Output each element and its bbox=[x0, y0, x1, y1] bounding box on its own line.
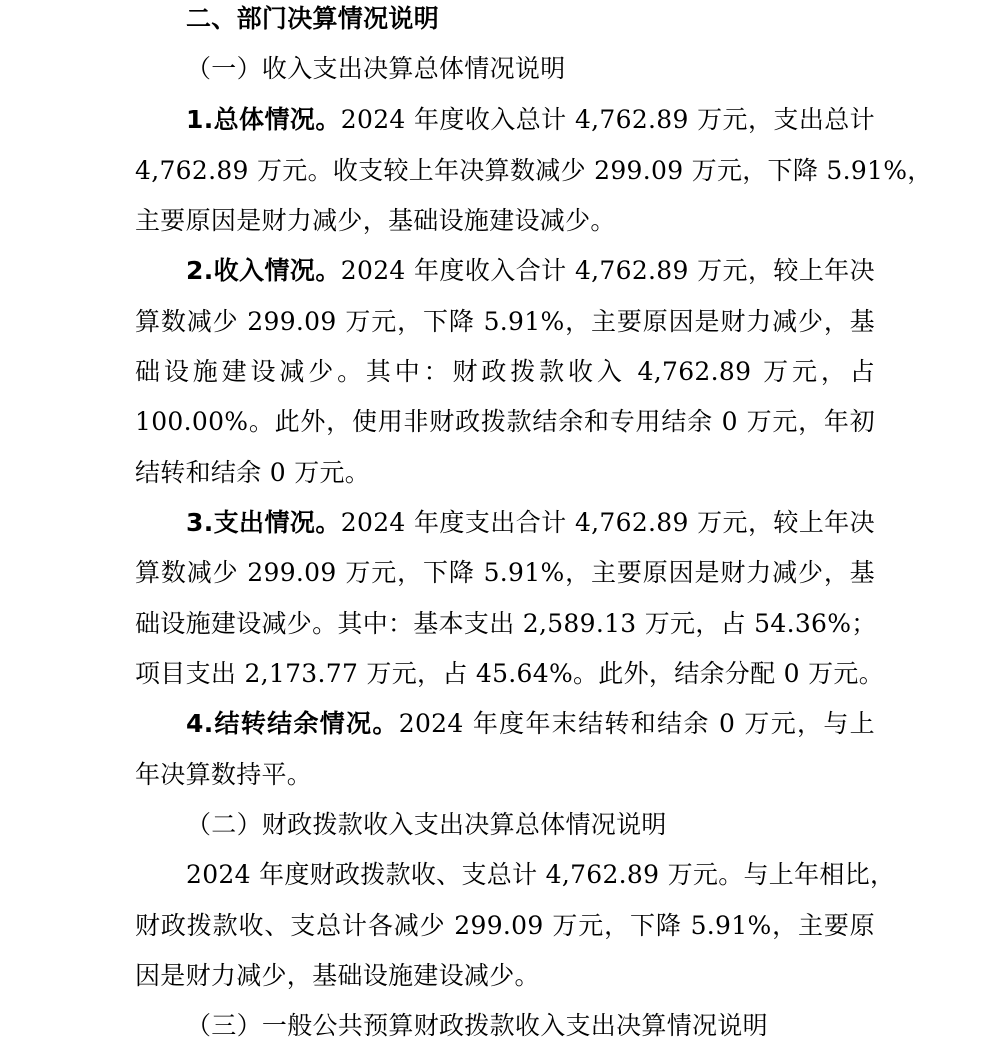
para2-line2: 算数减少 299.09 万元，下降 5.91%，主要原因是财力减少，基 bbox=[135, 307, 875, 336]
para2-line5: 结转和结余 0 万元。 bbox=[135, 458, 371, 487]
para2-line4: 100.00%。此外，使用非财政拨款结余和专用结余 0 万元，年初 bbox=[135, 407, 875, 436]
para1-line1 bbox=[186, 103, 875, 137]
para4-line2: 年决算数持平。 bbox=[135, 760, 313, 789]
para2-line1 bbox=[186, 254, 875, 288]
para3-line1 bbox=[186, 506, 875, 540]
para1-line2: 4,762.89 万元。收支较上年决算数减少 299.09 万元，下降 5.91%， bbox=[135, 156, 933, 185]
para3-line4: 项目支出 2,173.77 万元，占 45.64%。此外，结余分配 0 万元。 bbox=[135, 659, 884, 688]
para5-line1: 2024 年度财政拨款收、支总计 4,762.89 万元。与上年相比， bbox=[186, 860, 896, 889]
para2-lead: 2.收入情况。 bbox=[186, 256, 341, 285]
para1-line3: 主要原因是财力减少，基础设施建设减少。 bbox=[135, 206, 616, 235]
para4-text1: 2024 年度年末结转和结余 0 万元，与上 bbox=[398, 709, 875, 738]
para3-lead: 3.支出情况。 bbox=[186, 508, 341, 537]
subsection-heading-2: （二）财政拨款收入支出决算总体情况说明 bbox=[186, 810, 667, 839]
para2-line3: 础设施建设减少。其中：财政拨款收入 4,762.89 万元，占 bbox=[135, 357, 875, 386]
para1-text1: 2024 年度收入总计 4,762.89 万元，支出总计 bbox=[340, 105, 875, 134]
section-heading: 二、部门决算情况说明 bbox=[186, 4, 440, 33]
para1-lead: 1.总体情况。 bbox=[186, 105, 341, 134]
subsection-heading-3: （三）一般公共预算财政拨款收入支出决算情况说明 bbox=[186, 1011, 768, 1040]
para2-text1: 2024 年度收入合计 4,762.89 万元，较上年决 bbox=[340, 256, 875, 285]
para4-lead: 4.结转结余情况。 bbox=[186, 709, 399, 738]
para5-line2: 财政拨款收、支总计各减少 299.09 万元，下降 5.91%，主要原 bbox=[135, 911, 875, 940]
para3-text1: 2024 年度支出合计 4,762.89 万元，较上年决 bbox=[340, 508, 875, 537]
para3-line2: 算数减少 299.09 万元，下降 5.91%，主要原因是财力减少，基 bbox=[135, 558, 875, 587]
para4-line1 bbox=[186, 707, 875, 741]
para3-line3: 础设施建设减少。其中：基本支出 2,589.13 万元，占 54.36%； bbox=[135, 609, 877, 638]
subsection-heading-1: （一）收入支出决算总体情况说明 bbox=[186, 54, 566, 83]
para5-line3: 因是财力减少，基础设施建设减少。 bbox=[135, 961, 540, 990]
